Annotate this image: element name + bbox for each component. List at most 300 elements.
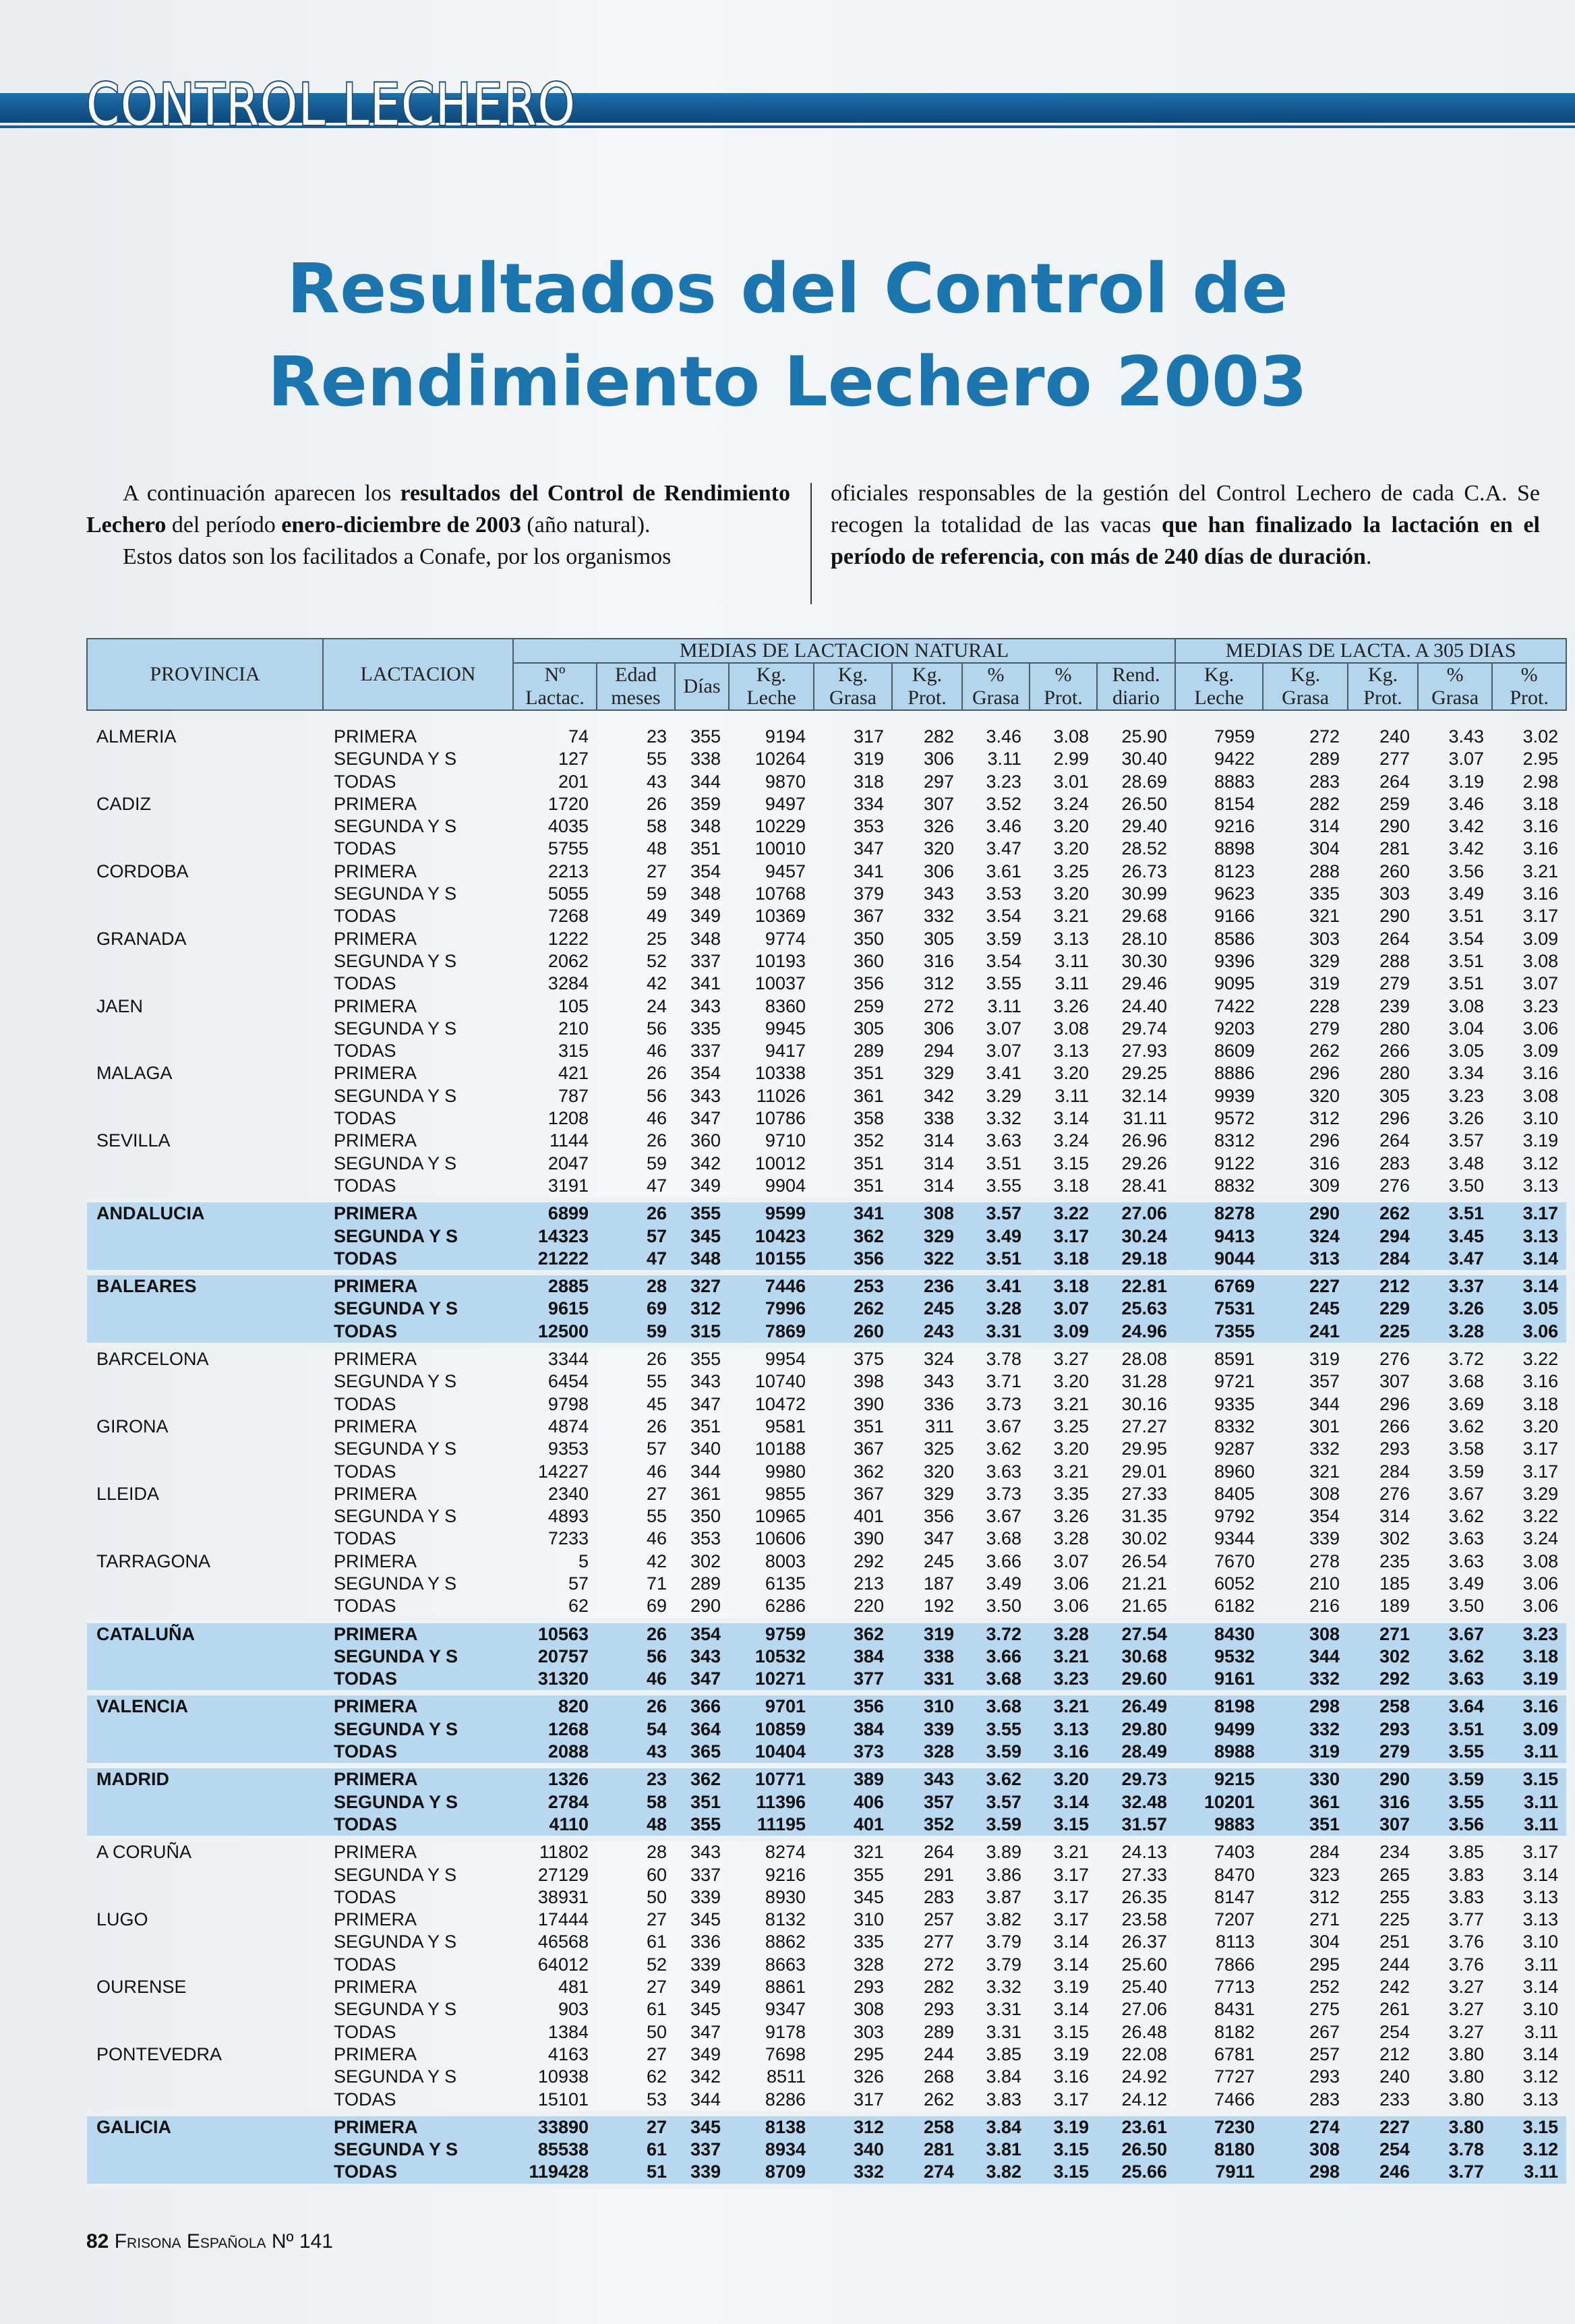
value-cell: 3.20	[1030, 1766, 1097, 1791]
province-cell	[87, 838, 323, 860]
lactation-cell: SEGUNDA Y S	[334, 950, 457, 971]
value-cell: 8278	[1175, 1200, 1263, 1225]
table-row	[87, 1528, 1566, 1550]
header-line: %	[1520, 664, 1538, 686]
header-lactacion: LACTACION	[323, 639, 513, 710]
value-cell: 3.63	[1448, 1528, 1485, 1549]
value-cell: 69	[597, 1298, 675, 1320]
value-cell: 45	[646, 1393, 667, 1414]
value-cell: 339	[892, 1718, 962, 1741]
value-cell: 283	[923, 1886, 954, 1907]
value-cell: 307	[1348, 1813, 1418, 1838]
value-cell: 3.13	[1053, 928, 1089, 949]
header-line: Edad	[615, 664, 657, 686]
value-cell: 3.20	[1522, 1416, 1559, 1436]
lactation-cell: TODAS	[334, 2089, 396, 2110]
value-cell: 3.16	[1522, 816, 1559, 837]
value-cell: 26.73	[1121, 861, 1168, 881]
value-cell: 297	[923, 771, 954, 792]
value-cell: 3.57	[1448, 1130, 1485, 1151]
value-cell: 350	[853, 928, 884, 949]
value-cell: 3.08	[1053, 1018, 1089, 1039]
value-cell: 308	[853, 1999, 884, 2020]
value-cell: 3.46	[986, 816, 1021, 837]
value-cell: 3.20	[1053, 1439, 1089, 1459]
value-cell: 327	[675, 1273, 729, 1298]
value-cell: 347	[853, 838, 884, 859]
value-cell: 8003	[765, 1550, 806, 1571]
value-cell: 3.49	[962, 1225, 1030, 1248]
value-cell: 293	[923, 1999, 954, 2020]
value-cell: 27	[646, 2043, 667, 2064]
value-cell: 3.57	[962, 1200, 1030, 1225]
value-cell: 3.67	[1418, 1621, 1492, 1646]
table-row	[87, 1416, 1566, 1438]
value-cell: 9335	[1214, 1393, 1255, 1414]
intro-paragraph-3: oficiales responsables de la gestión del Control Lechero de cada C.A. Se recogen la totalidad de las vacas que han finalizado la lactación en el período de referencia, con más de 240 días de duración.	[831, 481, 1540, 569]
value-cell: 3.86	[986, 1864, 1021, 1885]
value-cell: 3.28	[962, 1298, 1030, 1320]
table-row	[87, 1483, 1566, 1505]
value-cell: 3.15	[1492, 2114, 1566, 2139]
value-cell: 787	[558, 1085, 589, 1106]
value-cell: 7355	[1175, 1320, 1263, 1345]
value-cell: 266	[1379, 1041, 1410, 1062]
value-cell: 59	[646, 1153, 667, 1173]
table-row	[87, 1573, 1566, 1595]
value-cell: 30.24	[1097, 1225, 1175, 1248]
value-cell: 60	[646, 1864, 667, 1885]
province-cell	[87, 1646, 323, 1668]
value-cell: 258	[892, 2114, 962, 2139]
value-cell: 3.09	[1522, 928, 1559, 949]
value-cell: 57	[646, 1439, 667, 1459]
value-cell: 3.61	[986, 861, 1021, 881]
table-row	[87, 1298, 1566, 1320]
lactation-cell: SEGUNDA Y S	[334, 1999, 457, 2020]
table-row	[87, 1018, 1566, 1040]
value-cell: 314	[1309, 816, 1340, 837]
value-cell: 240	[1379, 2066, 1410, 2087]
value-cell: 192	[923, 1596, 954, 1617]
value-cell: 1384	[547, 2021, 589, 2042]
table-row	[87, 1130, 1566, 1152]
value-cell: 26	[646, 1130, 667, 1151]
value-cell: 9701	[729, 1693, 814, 1718]
value-cell: 28.52	[1121, 838, 1168, 859]
value-cell: 210	[1309, 1573, 1340, 1594]
value-cell: 3.59	[1418, 1766, 1492, 1791]
value-cell: 9194	[765, 726, 806, 747]
value-cell: 3.27	[1448, 1977, 1485, 1998]
value-cell: 337	[675, 2139, 729, 2161]
value-cell: 3.11	[1054, 1085, 1089, 1106]
value-cell: 245	[923, 1550, 954, 1571]
value-cell: 9347	[765, 1999, 806, 2020]
province-cell	[87, 1107, 323, 1130]
value-cell: 3.55	[986, 973, 1021, 994]
table-header	[87, 639, 1566, 710]
value-cell: 3.17	[1053, 1864, 1089, 1885]
value-cell: 74	[568, 726, 589, 747]
province-cell	[87, 883, 323, 905]
value-cell: 10264	[754, 749, 806, 769]
value-cell: 3.08	[1522, 950, 1559, 971]
value-cell: 481	[558, 1977, 589, 1998]
province-cell: CORDOBA	[96, 861, 189, 881]
value-cell: 330	[1263, 1766, 1348, 1791]
value-cell: 7233	[547, 1528, 589, 1549]
header-line: %	[1446, 664, 1464, 686]
province-cell	[87, 905, 323, 927]
lactation-cell: PRIMERA	[323, 1200, 513, 1225]
value-cell: 3191	[547, 1175, 589, 1196]
value-cell: 398	[853, 1371, 884, 1392]
value-cell: 244	[923, 2043, 954, 2064]
value-cell: 10938	[537, 2066, 589, 2087]
value-cell: 10532	[729, 1646, 814, 1668]
value-cell: 3.68	[962, 1693, 1030, 1718]
value-cell: 26	[646, 793, 667, 814]
value-cell: 296	[1379, 1108, 1410, 1129]
value-cell: 3.16	[1522, 1371, 1559, 1392]
value-cell: 3.85	[1448, 1842, 1485, 1863]
province-cell	[87, 771, 323, 793]
table-row	[87, 2066, 1566, 2088]
value-cell: 24.40	[1121, 995, 1168, 1016]
value-cell: 3.18	[1030, 1248, 1097, 1273]
intro-paragraph-2: Estos datos son los facilitados a Conafe, por los organismos	[123, 544, 672, 569]
value-cell: 257	[923, 1909, 954, 1930]
value-cell: 3.09	[1522, 1041, 1559, 1062]
header-cols2-0	[1175, 663, 1263, 710]
header-line: Kg.	[756, 664, 787, 686]
value-cell: 315	[558, 1041, 589, 1062]
value-cell: 3.07	[1053, 1550, 1089, 1571]
value-cell: 343	[690, 995, 721, 1016]
value-cell: 225	[1379, 1909, 1410, 1930]
value-cell: 9216	[765, 1864, 806, 1885]
table-row	[87, 1461, 1566, 1483]
lactation-cell: TODAS	[334, 1461, 396, 1482]
value-cell: 367	[853, 1439, 884, 1459]
value-cell: 354	[690, 861, 721, 881]
value-cell: 3.13	[1522, 1175, 1559, 1196]
value-cell: 4874	[547, 1416, 589, 1436]
value-cell: 210	[558, 1018, 589, 1039]
value-cell: 30.40	[1121, 749, 1168, 769]
value-cell: 354	[1309, 1506, 1340, 1527]
value-cell: 187	[923, 1573, 954, 1594]
province-cell	[87, 1040, 323, 1062]
value-cell: 3.27	[1448, 2021, 1485, 2042]
header-line: Kg.	[1290, 664, 1321, 686]
value-cell: 3.51	[962, 1248, 1030, 1273]
table-row	[87, 1175, 1566, 1200]
province-cell	[87, 1175, 323, 1200]
province-cell	[87, 1320, 323, 1345]
value-cell: 339	[675, 2161, 729, 2186]
value-cell: 298	[1263, 1693, 1348, 1718]
value-cell: 27.06	[1097, 1200, 1175, 1225]
lactation-cell: TODAS	[323, 1320, 513, 1345]
value-cell: 6182	[1214, 1596, 1255, 1617]
value-cell: 59	[646, 883, 667, 904]
value-cell: 3.29	[1522, 1483, 1559, 1504]
value-cell: 312	[814, 2114, 892, 2139]
value-cell: 17444	[537, 1909, 589, 1930]
value-cell: 362	[814, 1621, 892, 1646]
value-cell: 8591	[1214, 1349, 1255, 1370]
value-cell: 9422	[1214, 749, 1255, 769]
value-cell: 344	[690, 2089, 721, 2110]
value-cell: 9721	[1214, 1371, 1255, 1392]
value-cell: 8405	[1214, 1483, 1255, 1504]
value-cell: 349	[690, 906, 721, 927]
value-cell: 3.59	[1448, 1461, 1485, 1482]
value-cell: 351	[690, 838, 721, 859]
value-cell: 3.11	[1054, 950, 1089, 971]
table-spacer	[87, 710, 1566, 726]
value-cell: 9939	[1214, 1085, 1255, 1106]
value-cell: 9870	[765, 771, 806, 792]
value-cell: 2340	[547, 1483, 589, 1504]
value-cell: 356	[853, 973, 884, 994]
value-cell: 31.11	[1123, 1108, 1168, 1129]
value-cell: 354	[690, 1063, 721, 1084]
lactation-cell: TODAS	[334, 1108, 396, 1129]
lactation-cell: SEGUNDA Y S	[334, 1573, 457, 1594]
value-cell: 5055	[547, 883, 589, 904]
province-cell	[87, 2089, 323, 2114]
value-cell: 3.34	[1448, 1063, 1485, 1084]
value-cell: 7230	[1175, 2114, 1263, 2139]
value-cell: 7670	[1214, 1550, 1255, 1571]
value-cell: 271	[1348, 1621, 1418, 1646]
value-cell: 246	[1348, 2161, 1418, 2186]
lactation-cell: TODAS	[334, 771, 396, 792]
value-cell: 213	[853, 1573, 884, 1594]
table-row	[87, 995, 1566, 1018]
value-cell: 85538	[513, 2139, 597, 2161]
value-cell: 3.57	[962, 1791, 1030, 1813]
value-cell: 9945	[765, 1018, 806, 1039]
value-cell: 8861	[765, 1977, 806, 1998]
value-cell: 335	[1309, 883, 1340, 904]
value-cell: 366	[675, 1693, 729, 1718]
value-cell: 50	[646, 2021, 667, 2042]
value-cell: 26	[646, 1416, 667, 1436]
value-cell: 3.23	[1448, 1085, 1485, 1106]
value-cell: 3.11	[1492, 1741, 1566, 1766]
value-cell: 8886	[1214, 1063, 1255, 1084]
value-cell: 320	[923, 838, 954, 859]
value-cell: 307	[923, 793, 954, 814]
value-cell: 3.24	[1522, 1528, 1559, 1549]
value-cell: 185	[1379, 1573, 1410, 1594]
spacer-cell	[814, 710, 892, 726]
value-cell: 228	[1309, 995, 1340, 1016]
value-cell: 324	[1263, 1225, 1348, 1248]
value-cell: 3.07	[1448, 749, 1485, 769]
value-cell: 3.76	[1448, 1931, 1485, 1952]
value-cell: 69	[646, 1596, 667, 1617]
table-row	[87, 726, 1566, 748]
value-cell: 30.30	[1121, 950, 1168, 971]
value-cell: 3.22	[1522, 1506, 1559, 1527]
lactation-cell: PRIMERA	[334, 1842, 417, 1863]
value-cell: 3.45	[1418, 1225, 1492, 1248]
value-cell: 2784	[513, 1791, 597, 1813]
value-cell: 5755	[547, 838, 589, 859]
value-cell: 9216	[1214, 816, 1255, 837]
province-cell	[87, 1954, 323, 1976]
value-cell: 355	[853, 1864, 884, 1885]
header-cols2-3	[1418, 663, 1492, 710]
table-row	[87, 1621, 1566, 1646]
lactation-cell: SEGUNDA Y S	[323, 2139, 513, 2161]
value-cell: 31320	[513, 1668, 597, 1693]
lactation-cell: TODAS	[323, 1741, 513, 1766]
value-cell: 28.41	[1121, 1175, 1168, 1196]
page-footer	[86, 2230, 333, 2254]
value-cell: 27.93	[1121, 1041, 1168, 1062]
value-cell: 3.48	[1448, 1153, 1485, 1173]
value-cell: 3.19	[1448, 771, 1485, 792]
value-cell: 351	[1263, 1813, 1348, 1838]
province-cell	[87, 2066, 323, 2088]
value-cell: 332	[1263, 1718, 1348, 1741]
value-cell: 336	[690, 1931, 721, 1952]
value-cell: 14227	[537, 1461, 589, 1482]
value-cell: 289	[1309, 749, 1340, 769]
value-cell: 279	[1379, 973, 1410, 994]
lactation-cell: PRIMERA	[334, 928, 417, 949]
lactation-cell: TODAS	[323, 2161, 513, 2186]
value-cell: 9166	[1214, 906, 1255, 927]
value-cell: 46568	[537, 1931, 589, 1952]
lactation-cell: TODAS	[334, 906, 396, 927]
province-cell: JAEN	[96, 995, 144, 1016]
value-cell: 4110	[513, 1813, 597, 1838]
lactation-cell: PRIMERA	[334, 861, 417, 881]
value-cell: 8431	[1214, 1999, 1255, 2020]
value-cell: 3.52	[986, 793, 1021, 814]
value-cell: 8123	[1214, 861, 1255, 881]
value-cell: 289	[853, 1041, 884, 1062]
value-cell: 54	[597, 1718, 675, 1741]
value-cell: 3.06	[1522, 1573, 1559, 1594]
spacer-cell	[1175, 710, 1263, 726]
value-cell: 359	[690, 793, 721, 814]
province-cell	[87, 1931, 323, 1953]
value-cell: 384	[814, 1646, 892, 1668]
value-cell: 309	[1309, 1175, 1340, 1196]
lactation-cell: SEGUNDA Y S	[334, 883, 457, 904]
table-row	[87, 1766, 1566, 1791]
value-cell: 55	[646, 1371, 667, 1392]
value-cell: 10563	[513, 1621, 597, 1646]
value-cell: 321	[1309, 906, 1340, 927]
value-cell: 3.87	[986, 1886, 1021, 1907]
province-cell: A CORUÑA	[96, 1842, 192, 1863]
value-cell: 298	[1263, 2161, 1348, 2186]
value-cell: 212	[1379, 2043, 1410, 2064]
value-cell: 3.32	[986, 1108, 1021, 1129]
value-cell: 10786	[754, 1108, 806, 1129]
value-cell: 3.11	[1524, 2021, 1559, 2042]
lactation-cell: TODAS	[334, 1393, 396, 1414]
value-cell: 3.05	[1448, 1041, 1485, 1062]
header-cols1-6	[962, 663, 1030, 710]
value-cell: 9178	[765, 2021, 806, 2042]
value-cell: 245	[1263, 1298, 1348, 1320]
spacer-cell	[1097, 710, 1175, 726]
value-cell: 9792	[1214, 1506, 1255, 1527]
value-cell: 3.32	[986, 1977, 1021, 1998]
value-cell: 3.17	[1030, 1225, 1097, 1248]
value-cell: 31.57	[1097, 1813, 1175, 1838]
value-cell: 266	[1379, 1416, 1410, 1436]
value-cell: 332	[1263, 1668, 1348, 1693]
value-cell: 282	[923, 726, 954, 747]
value-cell: 3.51	[1418, 1718, 1492, 1741]
value-cell: 11026	[756, 1085, 806, 1106]
value-cell: 296	[1309, 1063, 1340, 1084]
value-cell: 55	[646, 1506, 667, 1527]
value-cell: 348	[690, 928, 721, 949]
value-cell: 304	[1309, 838, 1340, 859]
value-cell: 46	[597, 1668, 675, 1693]
value-cell: 292	[853, 1550, 884, 1571]
value-cell: 15101	[537, 2089, 589, 2110]
value-cell: 8430	[1175, 1621, 1263, 1646]
table-row	[87, 2021, 1566, 2043]
value-cell: 384	[814, 1718, 892, 1741]
value-cell: 10271	[729, 1668, 814, 1693]
value-cell: 261	[1379, 1999, 1410, 2020]
value-cell: 3.50	[1448, 1175, 1485, 1196]
province-cell	[87, 1225, 323, 1248]
value-cell: 306	[923, 861, 954, 881]
value-cell: 275	[1309, 1999, 1340, 2020]
value-cell: 350	[690, 1506, 721, 1527]
value-cell: 342	[690, 1153, 721, 1173]
spacer-cell	[892, 710, 962, 726]
value-cell: 3.05	[1492, 1298, 1566, 1320]
lactation-cell: TODAS	[334, 1175, 396, 1196]
value-cell: 9623	[1214, 883, 1255, 904]
value-cell: 71	[646, 1573, 667, 1594]
table-row	[87, 1954, 1566, 1976]
value-cell: 293	[853, 1977, 884, 1998]
value-cell: 9855	[765, 1483, 806, 1504]
value-cell: 225	[1348, 1320, 1418, 1345]
table-row	[87, 2139, 1566, 2161]
province-cell	[87, 1813, 323, 1838]
value-cell: 9095	[1214, 973, 1255, 994]
spacer-cell	[597, 710, 675, 726]
province-cell: ALMERIA	[96, 726, 177, 747]
value-cell: 265	[1379, 1864, 1410, 1885]
value-cell: 349	[690, 1175, 721, 1196]
value-cell: 345	[675, 2114, 729, 2139]
value-cell: 23.61	[1097, 2114, 1175, 2139]
value-cell: 25.40	[1121, 1977, 1168, 1998]
value-cell: 349	[690, 2043, 721, 2064]
value-cell: 8663	[765, 1954, 806, 1975]
header-line: Rend.	[1112, 664, 1160, 686]
